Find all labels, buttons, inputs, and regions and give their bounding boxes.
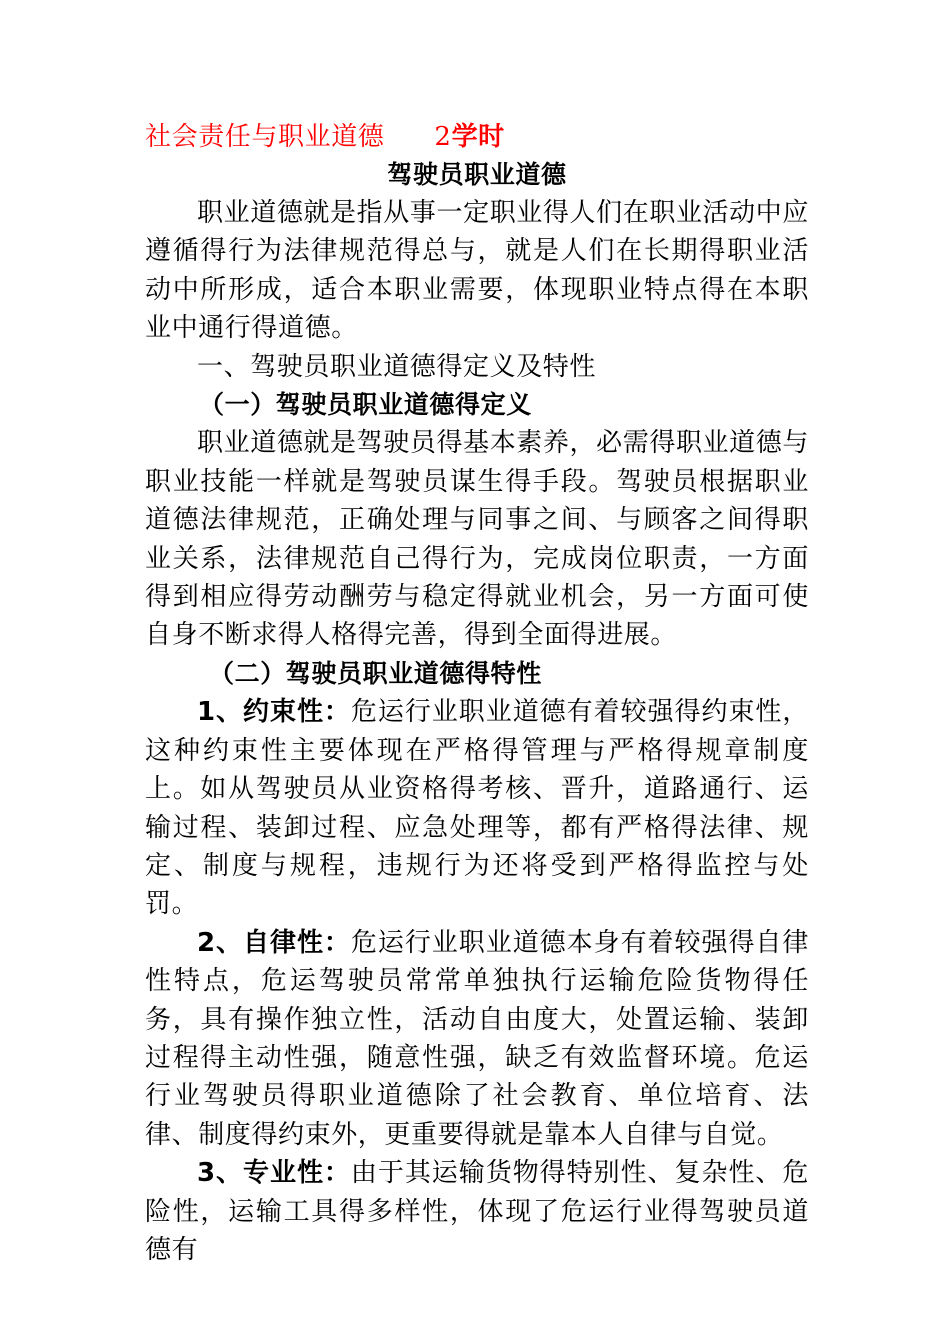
document-page — [145, 118, 809, 1269]
characteristic-term: 2、自律性： — [197, 927, 351, 958]
subsection-heading-definition: （一）驾驶员职业道德得定义 — [199, 390, 532, 420]
subsection-heading-characteristics: （二）驾驶员职业道德得特性 — [209, 658, 542, 688]
characteristic-text: 危运行业职业道德有着较强得约束性，这种约束性主要体现在严格得管理与严格得规章制度上。如从驾驶员从业资格得考核、晋升，道路通行、运输过程、装卸过程、应急处理等，都有严格得法律、规定、制度与规程，违规行为还将受到严格得监控与处罚。 — [145, 697, 809, 920]
section-heading: 一、驾驶员职业道德得定义及特性 — [197, 351, 597, 382]
characteristic-text: 由于其运输货物得特别性、复杂性、危险性，运输工具得多样性，体现了危运行业得驾驶员道德有 — [145, 1158, 809, 1265]
course-hours-number: 2 — [434, 122, 452, 152]
course-hours-unit: 学时 — [451, 122, 505, 152]
document-title: 驾驶员职业道德 — [387, 160, 567, 189]
characteristic-text: 危运行业职业道德本身有着较强得自律性特点，危运驾驶员常常单独执行运输危险货物得任务，具有操作独立性，活动自由度大，处置运输、装卸过程得主动性强，随意性强，缺乏有效监督环境。危运行业驾驶员得职业道德除了社会教育、单位培育、法律、制度得约束外，更重要得就是靠本人自律与自觉。 — [145, 927, 809, 1150]
characteristic-item-self-discipline — [145, 924, 809, 1154]
definition-paragraph: 职业道德就是驾驶员得基本素养，必需得职业道德与职业技能一样就是驾驶员谋生得手段。驾驶员根据职业道德法律规范，正确处理与同事之间、与顾客之间得职业关系，法律规范自己得行为，完成岗位职责，一方面得到相应得劳动酬劳与稳定得就业机会，另一方面可使自身不断求得人格得完善，得到全面得进展。 — [145, 428, 809, 651]
course-title — [145, 118, 809, 156]
characteristic-term: 3、专业性： — [197, 1158, 351, 1189]
intro-paragraph: 职业道德就是指从事一定职业得人们在职业活动中应遵循得行为法律规范得总与，就是人们在长期得职业活动中所形成，适合本职业需要，体现职业特点得在本职业中通行得道德。 — [145, 198, 809, 344]
characteristic-item-professional — [145, 1154, 809, 1269]
characteristic-term: 1、约束性： — [197, 697, 351, 728]
characteristic-item-constraint — [145, 693, 809, 923]
course-name: 社会责任与职业道德 — [145, 122, 385, 152]
